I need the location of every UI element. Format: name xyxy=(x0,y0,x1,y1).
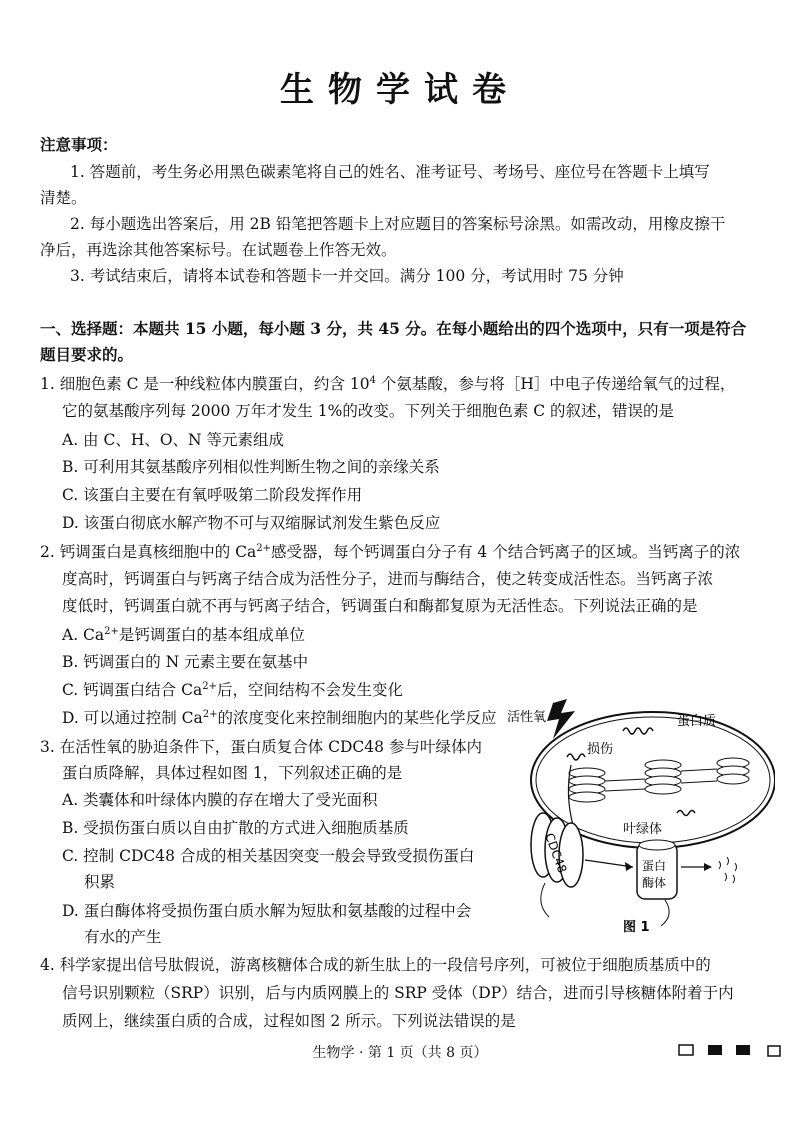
q4-stem-line1: 4. 科学家提出信号肽假说，游离核糖体合成的新生肽上的一段信号序列，可被位于细胞质基质中的 xyxy=(40,956,711,974)
arrow-head-icon xyxy=(625,862,633,871)
section-header: 一、选择题：本题共 15 小题，每小题 3 分，共 45 分。在每小题给出的四个选项中，只有一项是符合 xyxy=(40,319,747,338)
notice-item-1-cont: 清楚。 xyxy=(40,189,87,207)
q2-option-c-text-b: 后，空间结构不会发生变化 xyxy=(216,681,403,699)
q2-stem-text-b: 感受器，每个钙调蛋白分子有 4 个结合钙离子的区域。当钙离子的浓 xyxy=(271,543,741,561)
proteasome-cap xyxy=(639,840,675,850)
section-header-cont: 题目要求的。 xyxy=(40,345,134,364)
q3-option-d-cont: 有水的产生 xyxy=(84,928,162,946)
label-cdc48: CDC48 xyxy=(542,831,570,875)
q4-stem-line2: 信号识别颗粒（SRP）识别，后与内质网膜上的 SRP 受体（DP）结合，进而引导核糖体附着于内 xyxy=(62,984,734,1002)
label-chloroplast: 叶绿体 xyxy=(623,822,663,837)
q1-stem-line2: 它的氨基酸序列每 2000 万年才发生 1%的改变。下列关于细胞色素 C 的叙述，错误的是 xyxy=(62,402,675,420)
q2-stem-line1 xyxy=(40,542,770,562)
q1-stem-text-a: 1. 细胞色素 C 是一种线粒体内膜蛋白，约含 10 xyxy=(40,375,370,393)
q2-option-c-text-a: C. 钙调蛋白结合 Ca xyxy=(62,681,203,699)
q2-option-a-text-b: 是钙调蛋白的基本组成单位 xyxy=(118,626,305,644)
q1-option-c: C. 该蛋白主要在有氧呼吸第二阶段发挥作用 xyxy=(62,486,363,504)
q3-option-d: D. 蛋白酶体将受损伤蛋白质水解为短肽和氨基酸的过程中会 xyxy=(62,902,472,920)
label-damage: 损伤 xyxy=(587,742,614,757)
q2-stem-text-a: 2. 钙调蛋白是真核细胞中的 Ca xyxy=(40,543,257,561)
label-ros: 活性氧 xyxy=(507,710,547,725)
notice-heading: 注意事项： xyxy=(40,135,118,154)
label-proteasome-1: 蛋白 xyxy=(642,859,667,873)
stroma-lamella-3 xyxy=(681,769,717,771)
q2-stem-line2: 度高时，钙调蛋白与钙离子结合成为活性分子，进而与酶结合，使之转变成活性态。当钙离子浓 xyxy=(62,570,714,588)
notice-item-1: 1. 答题前，考生务必用黑色碳素笔将自己的姓名、准考证号、考场号、座位号在答题卡上填写 xyxy=(70,163,710,181)
protein-coil-icon xyxy=(623,728,653,734)
page-footer: 生物学 · 第 1 页（共 8 页） xyxy=(312,1045,488,1061)
q3-stem-line1: 3. 在活性氧的胁迫条件下，蛋白质复合体 CDC48 参与叶绿体内 xyxy=(40,738,482,756)
thylakoid-stack-3 xyxy=(717,758,749,784)
figure-1-diagram xyxy=(505,695,775,940)
q1-stem-sup: 4 xyxy=(369,374,376,386)
figure-1 xyxy=(505,695,775,940)
damaged-protein-icon xyxy=(567,754,585,760)
q3-option-c-cont: 积累 xyxy=(84,873,116,891)
q2-option-b: B. 钙调蛋白的 N 元素主要在氨基中 xyxy=(62,653,309,671)
notice-item-2: 2. 每小题选出答案后，用 2B 铅笔把答题卡上对应题目的答案标号涂黑。如需改动，用橡皮擦干 xyxy=(70,215,726,233)
stroma-lamella-2 xyxy=(605,789,645,791)
stroma-lamella-4 xyxy=(681,781,717,783)
q2-option-a xyxy=(62,625,792,645)
notice-item-3: 3. 考试结束后，请将本试卷和答题卡一并交回。满分 100 分，考试用时 75 分钟 xyxy=(70,267,624,285)
figure-1-caption: 图 1 xyxy=(623,920,650,935)
thylakoid-stack-1 xyxy=(569,768,605,802)
q1-option-b: B. 可利用其氨基酸序列相似性判断生物之间的亲缘关系 xyxy=(62,458,440,476)
q2-option-d-text-a: D. 可以通过控制 Ca xyxy=(62,709,203,727)
q2-option-d-sup: 2+ xyxy=(202,708,218,720)
protein-coil-small-icon xyxy=(677,811,695,816)
q2-option-d-text-b: 的浓度变化来控制细胞内的某些化学反应 xyxy=(217,709,497,727)
stroma-lamella-1 xyxy=(605,779,645,781)
q2-option-a-text-a: A. Ca xyxy=(62,626,105,644)
q1-stem-text-b: 个氨基酸，参与将［H］中电子传递给氧气的过程， xyxy=(375,375,736,393)
q2-stem-sup: 2+ xyxy=(256,542,271,554)
q2-option-c-sup: 2+ xyxy=(202,680,217,692)
q3-stem-line2: 蛋白质降解，具体过程如图 1，下列叙述正确的是 xyxy=(62,764,403,782)
q3-option-a: A. 类囊体和叶绿体内膜的存在增大了受光面积 xyxy=(62,791,378,809)
registration-marks-icon xyxy=(678,1040,788,1060)
label-protein: 蛋白质 xyxy=(677,714,717,729)
q4-stem-line3: 质网上，继续蛋白质的合成，过程如图 2 所示。下列说法错误的是 xyxy=(62,1012,516,1030)
q3-option-c: C. 控制 CDC48 合成的相关基因突变一般会导致受损伤蛋白 xyxy=(62,847,475,865)
page-title: 生物学试卷 xyxy=(280,70,520,110)
lightning-icon xyxy=(547,699,575,739)
peptide-fragments-icon xyxy=(719,857,737,883)
q1-option-d: D. 该蛋白彻底水解产物不可与双缩脲试剂发生紫色反应 xyxy=(62,514,441,532)
proteasome-tail-path xyxy=(661,900,669,926)
registration-marks xyxy=(678,1040,788,1060)
label-proteasome-2: 酶体 xyxy=(642,876,667,890)
cdc48-tail-path xyxy=(541,883,549,917)
notice-item-2-cont: 净后，再选涂其他答案标号。在试题卷上作答无效。 xyxy=(40,241,397,259)
q3-option-b: B. 受损伤蛋白质以自由扩散的方式进入细胞质基质 xyxy=(62,819,409,837)
q1-option-a: A. 由 C、H、O、N 等元素组成 xyxy=(62,431,285,449)
q2-option-a-sup: 2+ xyxy=(104,625,119,637)
thylakoid-stack-2 xyxy=(645,760,681,794)
arrow-head-2-icon xyxy=(704,863,712,871)
q2-stem-line3: 度低时，钙调蛋白就不再与钙离子结合，钙调蛋白和酶都复原为无活性态。下列说法正确的是 xyxy=(62,597,698,615)
q1-stem-line1 xyxy=(40,374,770,394)
